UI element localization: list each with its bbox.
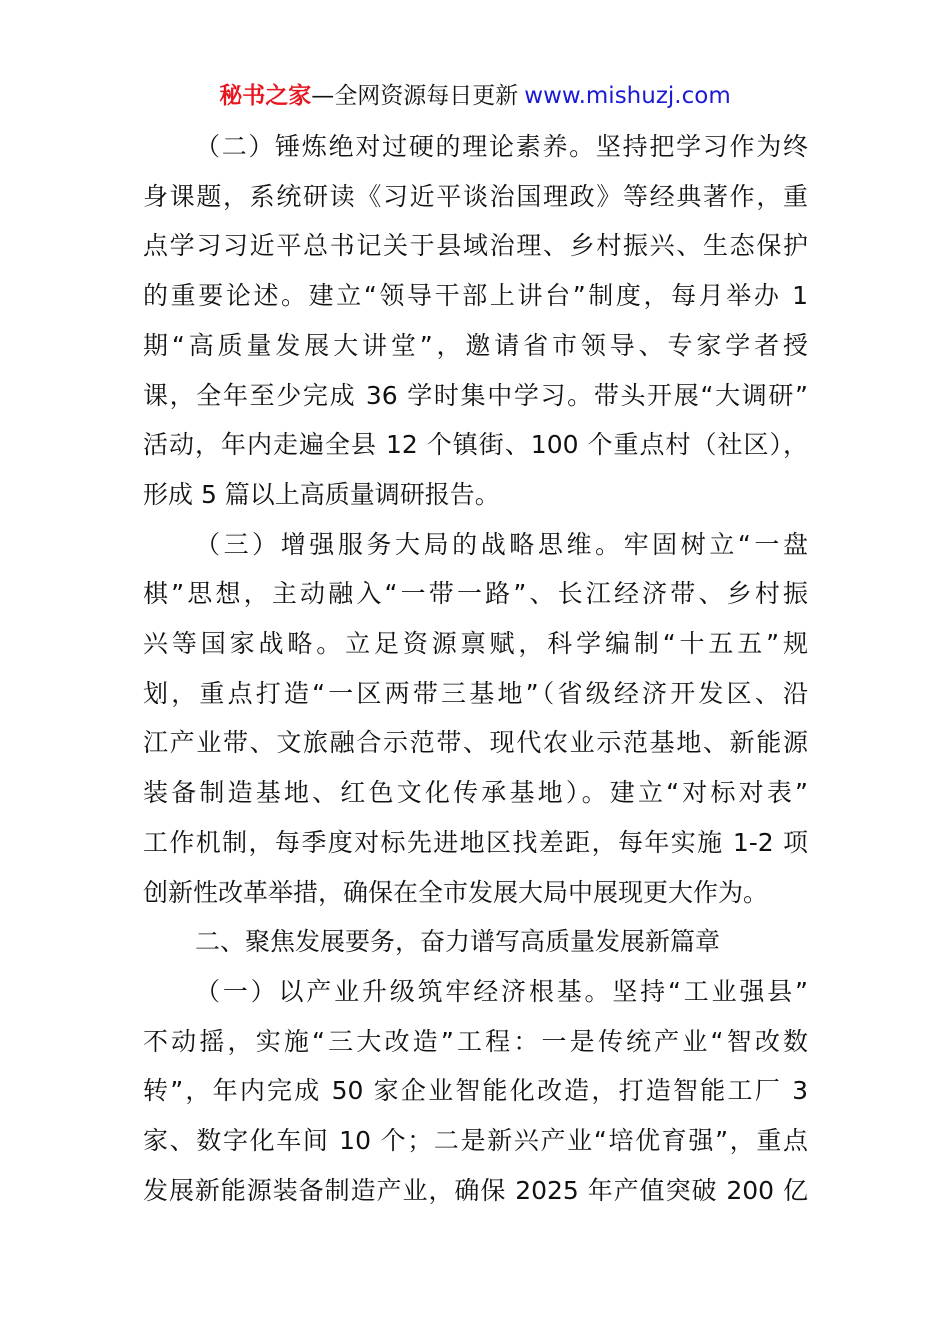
text-line: 点学习习近平总书记关于县域治理、乡村振兴、生态保护: [143, 231, 808, 261]
text-line: 家、数字化车间 10 个；二是新兴产业“培优育强”，重点: [143, 1126, 808, 1156]
text-line: （二）锤炼绝对过硬的理论素养。坚持把学习作为终: [195, 132, 808, 161]
text-line: （三）增强服务大局的战略思维。牢固树立“一盘: [195, 529, 808, 559]
text-line: 工作机制，每季度对标先进地区找差距，每年实施 1-2 项: [143, 827, 808, 857]
text-line: 棋”思想，主动融入“一带一路”、长江经济带、乡村振: [143, 579, 808, 609]
text-line: 发展新能源装备制造产业，确保 2025 年产值突破 200 亿: [143, 1175, 808, 1205]
page-header: [0, 80, 950, 112]
paragraph-theory: [143, 122, 808, 520]
text-line: 活动，年内走遍全县 12 个镇街、100 个重点村（社区），: [143, 430, 808, 460]
brand-name: 秘书之家: [219, 83, 312, 109]
paragraph-strategy: [143, 520, 808, 918]
text-line: 转”，年内完成 50 家企业智能化改造，打造智能工厂 3: [143, 1076, 808, 1106]
text-line: 身课题，系统研读《习近平谈治国理政》等经典著作，重: [143, 181, 808, 211]
text-line: 形成 5 篇以上高质量调研报告。: [143, 479, 500, 509]
text-line: 不动摇，实施“三大改造”工程：一是传统产业“智改数: [143, 1026, 808, 1056]
header-tagline: —全网资源每日更新: [311, 83, 519, 109]
paragraph-industry: [143, 967, 808, 1216]
website-link[interactable]: www.mishuzj.com: [524, 83, 731, 109]
text-line: （一）以产业升级筑牢经济根基。坚持“工业强县”: [195, 976, 808, 1006]
text-line: 课，全年至少完成 36 学时集中学习。带头开展“大调研”: [143, 380, 808, 410]
section-heading: 二、聚焦发展要务，奋力谱写高质量发展新篇章: [195, 927, 721, 957]
text-line: 划，重点打造“一区两带三基地”（省级经济开发区、沿: [143, 678, 808, 708]
text-line: 兴等国家战略。立足资源禀赋，科学编制“十五五”规: [143, 629, 808, 659]
text-line: 期“高质量发展大讲堂”，邀请省市领导、专家学者授: [143, 330, 808, 360]
text-line: 江产业带、文旅融合示范带、现代农业示范基地、新能源: [143, 728, 808, 758]
document-body: [143, 122, 808, 1215]
text-line: 装备制造基地、红色文化传承基地）。建立“对标对表”: [143, 778, 808, 808]
text-line: 创新性改革举措，确保在全市发展大局中展现更大作为。: [143, 877, 769, 907]
text-line: 的重要论述。建立“领导干部上讲台”制度，每月举办 1: [143, 281, 808, 311]
